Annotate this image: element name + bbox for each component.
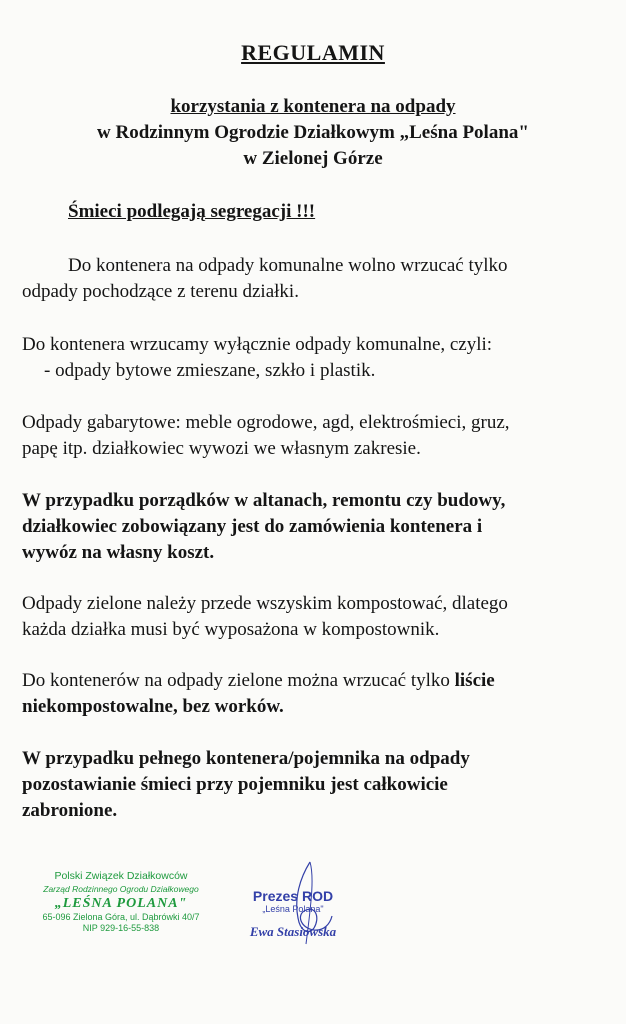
paragraph-line: Do kontenera wrzucamy wyłącznie odpady komunalne, czyli: [22,334,493,355]
paragraph-line: wywóz na własny koszt. [22,542,215,563]
president-stamp [222,888,364,943]
list-item: - odpady bytowe zmieszane, szkło i plastik. [44,360,376,381]
paragraph-line: pozostawianie śmieci przy pojemniku jest całkowicie [22,774,448,795]
paragraph-line: papę itp. działkowiec wywozi we własnym zakresie. [22,438,421,459]
paragraph-line: każda działka musi być wyposażona w kompostownik. [22,619,440,640]
paragraph-line: Odpady gabarytowe: meble ogrodowe, agd, elektrośmieci, gruz, [22,412,510,433]
emphasis: liście [454,670,495,691]
emphasis: niekompostowalne, bez worków. [22,696,284,717]
garden-name: w Rodzinnym Ogrodzie Działkowym „Leśna Polana" [97,122,529,143]
paragraph-renovation [22,488,610,566]
paragraph-bulky-waste [22,410,610,462]
paragraph-line: Do kontenerów na odpady zielone można wrzucać tylko [22,670,455,691]
paragraph-green-container [22,668,610,720]
paragraph-line: W przypadku porządków w altanach, remontu czy budowy, [22,490,506,511]
paragraph-full-container [22,746,610,824]
paragraph-line: W przypadku pełnego kontenera/pojemnika na odpady [22,748,470,769]
stamp-line: 65-096 Zielona Góra, ul. Dąbrówki 40/7 [42,912,200,922]
paragraph-line: Do kontenera na odpady komunalne wolno wrzucać tylko [68,255,508,276]
paragraph-line: Odpady zielone należy przede wszyskim kompostować, dlatego [22,593,508,614]
document-title: REGULAMIN [241,40,385,65]
city-name: w Zielonej Górze [243,148,383,169]
stamp-signature-name: Ewa Stasiowska [249,924,337,939]
paragraph-line: zabronione. [22,800,118,821]
organization-stamp [26,870,216,934]
stamp-line: „LEŚNA POLANA" [54,896,188,911]
document-subtitle: korzystania z kontenera na odpady [170,96,456,117]
stamp-line: Prezes ROD [252,888,334,904]
stamp-line: „Leśna Polana" [262,904,324,914]
stamp-line: Polski Związek Działkowców [54,870,188,882]
stamp-line: Zarząd Rodzinnego Ogrodu Działkowego [43,884,199,894]
paragraph-line: odpady pochodzące z terenu działki. [22,281,299,302]
segregation-notice: Śmieci podlegają segregacji !!! [68,201,316,222]
paragraph-allowed-waste [22,332,610,384]
paragraph-green-waste [22,591,610,643]
paragraph-line: działkowiec zobowiązany jest do zamówienia kontenera i [22,516,483,537]
paragraph-communal-waste [22,253,610,305]
stamp-line: NIP 929-16-55-838 [82,923,160,933]
